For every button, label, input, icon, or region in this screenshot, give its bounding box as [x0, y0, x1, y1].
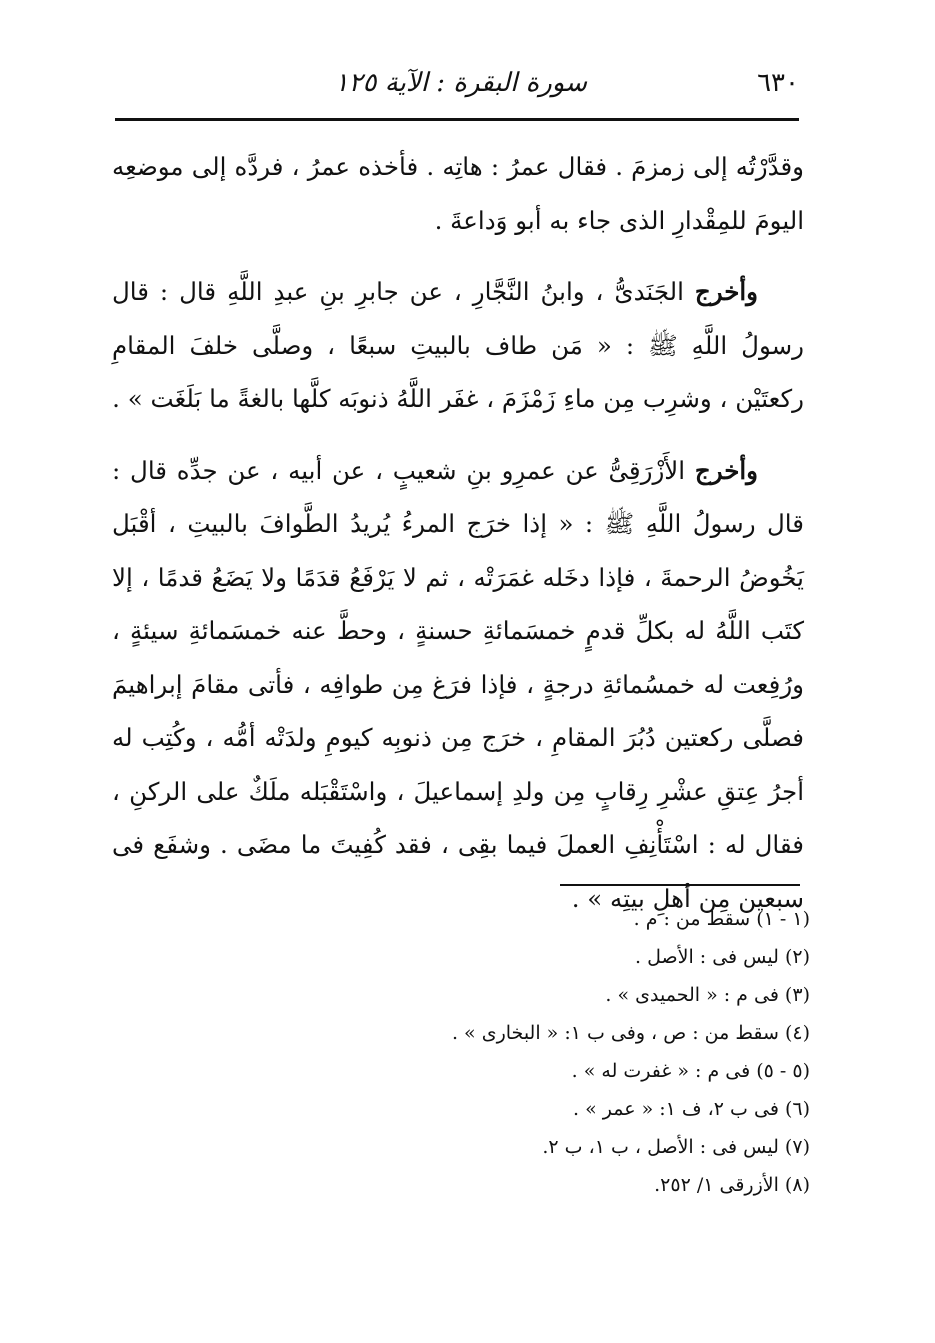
main-text — [112, 140, 804, 925]
footnotes — [300, 900, 810, 1204]
paragraph-text: الجَنَدىُّ ، وابنُ النَّجَّارِ ، عن جابرِ بنِ عبدِ اللَّهِ قال : قال رسولُ اللَّهِ ﷺ : « مَن طاف بالبيتِ سبعًا ، وصلَّى خلفَ المقامِ ركعتَيْن ، وشرِب مِن ماءِ زَمْزَمَ ، غفَر اللَّهُ ذنوبَه كلَّها بالغةً ما بَلَغَت » . — [112, 277, 804, 413]
footnote: (٨) الأزرقى ١/ ٢٥٢. — [654, 1174, 810, 1196]
footnote: (٥ - ٥) فى م : « غفرت له » . — [571, 1060, 810, 1082]
paragraph-lead: وأخرج — [694, 277, 758, 306]
paragraph-2 — [112, 265, 804, 426]
footnote: (٧) ليس فى : الأصل ، ب ١، ب ٢. — [542, 1136, 810, 1158]
paragraph-text: الأَزْرَقِىُّ عن عمرِو بنِ شعيبٍ ، عن أبيه ، عن جدِّه قال : قال رسولُ اللَّهِ ﷺ : « إذا خرَج المرءُ يُريدُ الطَّوافَ بالبيتِ ، أقْبَل يَخُوضُ الرحمةَ ، فإذا دخَله غمَرَتْه ، ثم لا يَرْفَعُ قدَمًا ولا يَضَعُ قدمًا ، إلا كتَب اللَّهُ له بكلِّ قدمٍ خمسَمائةِ حسنةٍ ، وحطَّ عنه خمسَمائةِ سيئةٍ ، ورُفِعت له خمسُمائةِ درجةٍ ، فإذا فرَغ مِن طوافِه ، فأتى مقامَ إبراهيمَ فصلَّى ركعتين دُبُرَ المقامِ ، خرَج مِن ذنوبِه كيومِ ولدَتْه أمُّه ، وكُتِب له أجرُ عِتقِ عشْرِ رِقابٍ مِن ولدِ إسماعيلَ ، واسْتَقْبَله ملَكٌ على الركنِ ، فقال له : اسْتَأْنِفِ العملَ فيما بقِى ، فقد كُفِيتَ ما مضَى . وشفَع فى سبعين مِن أهلِ بيتِه » . — [112, 455, 804, 913]
paragraph-lead: وأخرج — [694, 455, 758, 485]
footnote: (٢) ليس فى : الأصل . — [635, 946, 810, 968]
footnote: (١ - ١) سقط من : م . — [633, 908, 810, 930]
paragraph-3 — [112, 444, 804, 926]
page-number: ٦٣٠ — [757, 68, 799, 98]
header-rule — [115, 118, 799, 121]
footnote: (٣) فى م : « الحميدى » . — [605, 984, 810, 1006]
paragraph-1 — [112, 140, 804, 247]
footnote-rule — [560, 884, 800, 886]
running-title: سورة البقرة : الآية ١٢٥ — [334, 68, 587, 98]
page-header — [115, 62, 799, 110]
footnote: (٤) سقط من : ص ، وفى ب ١: « البخارى » . — [451, 1022, 810, 1044]
paragraph-text: وقدَّرْتُه إلى زمزمَ . فقال عمرُ : هاتِه . فأخذه عمرُ ، فردَّه إلى موضعِه اليومَ للمِقْدارِ الذى جاء به أبو وَداعةَ . — [112, 152, 804, 235]
footnote: (٦) فى ب ٢، ف ١: « عمر » . — [573, 1098, 810, 1120]
